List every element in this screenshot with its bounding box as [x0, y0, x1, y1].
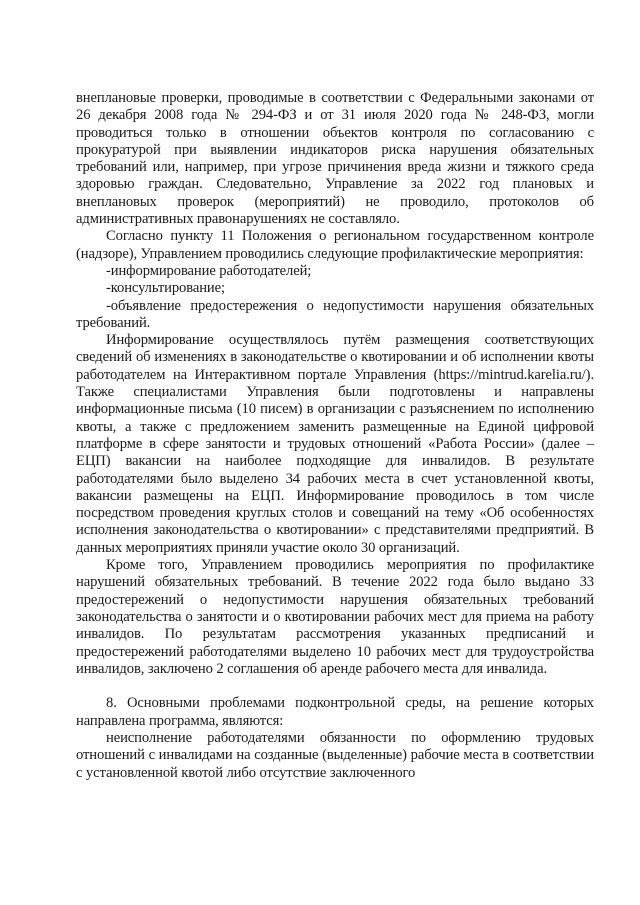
- paragraph-section-8-heading: 8. Основными проблемами подконтрольной среды, на решение которых направлена программа, являются:: [76, 695, 594, 729]
- paragraph-preventive-measures-intro: Согласно пункту 11 Положения о региональном государственном контроле (надзоре), Управлением проводились следующие профилактические мероприятия:: [76, 228, 594, 262]
- paragraph-warnings-issued: Кроме того, Управлением проводились мероприятия по профилактике нарушений обязательных требований. В течение 2022 года было выдано 33 предостережений о недопустимости нарушения обязательных требований законодательства о занятости и о квотировании рабочих мест для приема на работу инвалидов. По результатам рассмотрения указанных предписаний и предостережений работодателями выделено 10 рабочих мест для трудоустройства инвалидов, заключено 2 соглашения об аренде рабочего места для инвалида.: [76, 557, 594, 677]
- list-item-warning: -объявление предостережения о недопустимости нарушения обязательных требований.: [76, 297, 594, 331]
- paragraph-inspections: внеплановые проверки, проводимые в соответствии с Федеральными законами от 26 декабря 2008 года № 294-ФЗ и от 31 июля 2020 года № 248-ФЗ, могли проводиться только в отношении объектов контроля по согласованию с прокуратурой при выявлении индикаторов риска нарушения обязательных требований или, например, при угрозе причинения вреда жизни и тяжкого среда здоровью граждан. Следовательно, Управление за 2022 год плановых и внеплановых проверок (мероприятий) не проводило, протоколов об административных правонарушениях не составляло.: [76, 90, 594, 228]
- paragraph-informing-details: Информирование осуществлялось путём размещения соответствующих сведений об изменениях в законодательстве о квотировании и об исполнении квоты работодателем на Интерактивном портале Управления (https://mintrud.karelia.ru/). Также специалистами Управления были подготовлены и направлены информационные письма (10 писем) в организации с разъяснением по исполнению квоты, а также с предложением заменить размещенные на Единой цифровой платформе в сфере занятости и трудовых отношений «Работа России» (далее – ЕЦП) вакансии на наиболее подходящие для инвалидов. В результате работодателями было выделено 34 рабочих места в счет установленной квоты, вакансии размещены на ЕЦП. Информирование проводилось в том числе посредством проведения круглых столов и совещаний на тему «Об особенностях исполнения законодательства о квотировании» с представителями предприятий. В данных мероприятиях приняли участие около 30 организаций.: [76, 332, 594, 556]
- paragraph-spacer: [76, 678, 594, 695]
- paragraph-section-8-problem: неисполнение работодателями обязанности по оформлению трудовых отношений с инвалидами на созданные (выделенные) рабочие места в соответствии с установленной квотой либо отсутствие заключенного: [76, 729, 594, 781]
- document-page: [76, 90, 594, 782]
- list-item-consulting: -консультирование;: [106, 280, 225, 297]
- list-item-informing: -информирование работодателей;: [106, 262, 312, 279]
